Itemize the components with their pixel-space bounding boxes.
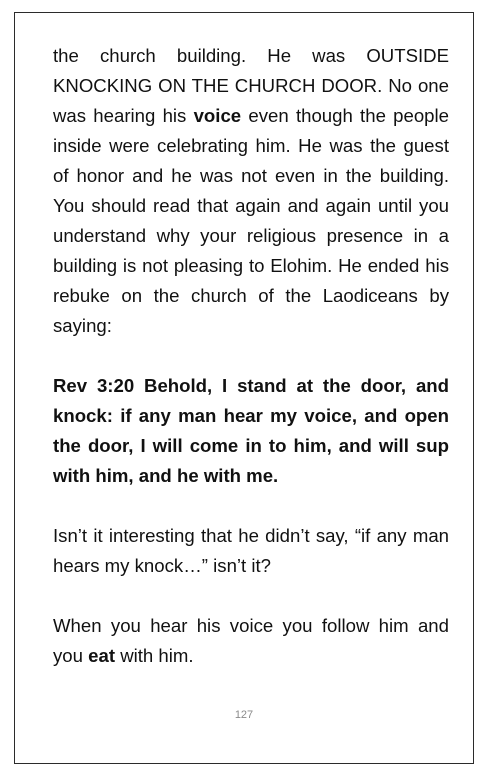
emphasis-eat: eat [88,645,116,666]
page-body [53,41,449,671]
page-frame [14,12,474,764]
paragraph-laodicea [53,41,449,341]
paragraph-text: the church building. He was OUTSIDE KNOCKING ON THE CHURCH DOOR. No one was hearing his [53,45,449,126]
paragraph-text: even though the people inside were celebrating him. He was the guest of honor and he was not even in the building. You should read that again and again until you understand why your religious presence in a building is not pleasing to Elohim. He ended his rebuke on the church of the Laodiceans by saying: [53,105,449,336]
paragraph-text: When you hear his voice you follow him and you [53,615,449,666]
page-number: 127 [234,709,254,721]
paragraph-gap [53,491,449,521]
paragraph-gap [53,581,449,611]
paragraph-gap [53,341,449,371]
paragraph-eat [53,611,449,671]
paragraph-knock: Isn’t it interesting that he didn’t say, “if any man hears my knock…” isn’t it? [53,525,449,576]
paragraph-text: with him. [115,645,194,666]
emphasis-voice: voice [193,105,242,126]
verse-rev-3-20: Rev 3:20 Behold, I stand at the door, and knock: if any man hear my voice, and open the door, I will come in to him, and will sup with him, and he with me. [53,375,449,486]
